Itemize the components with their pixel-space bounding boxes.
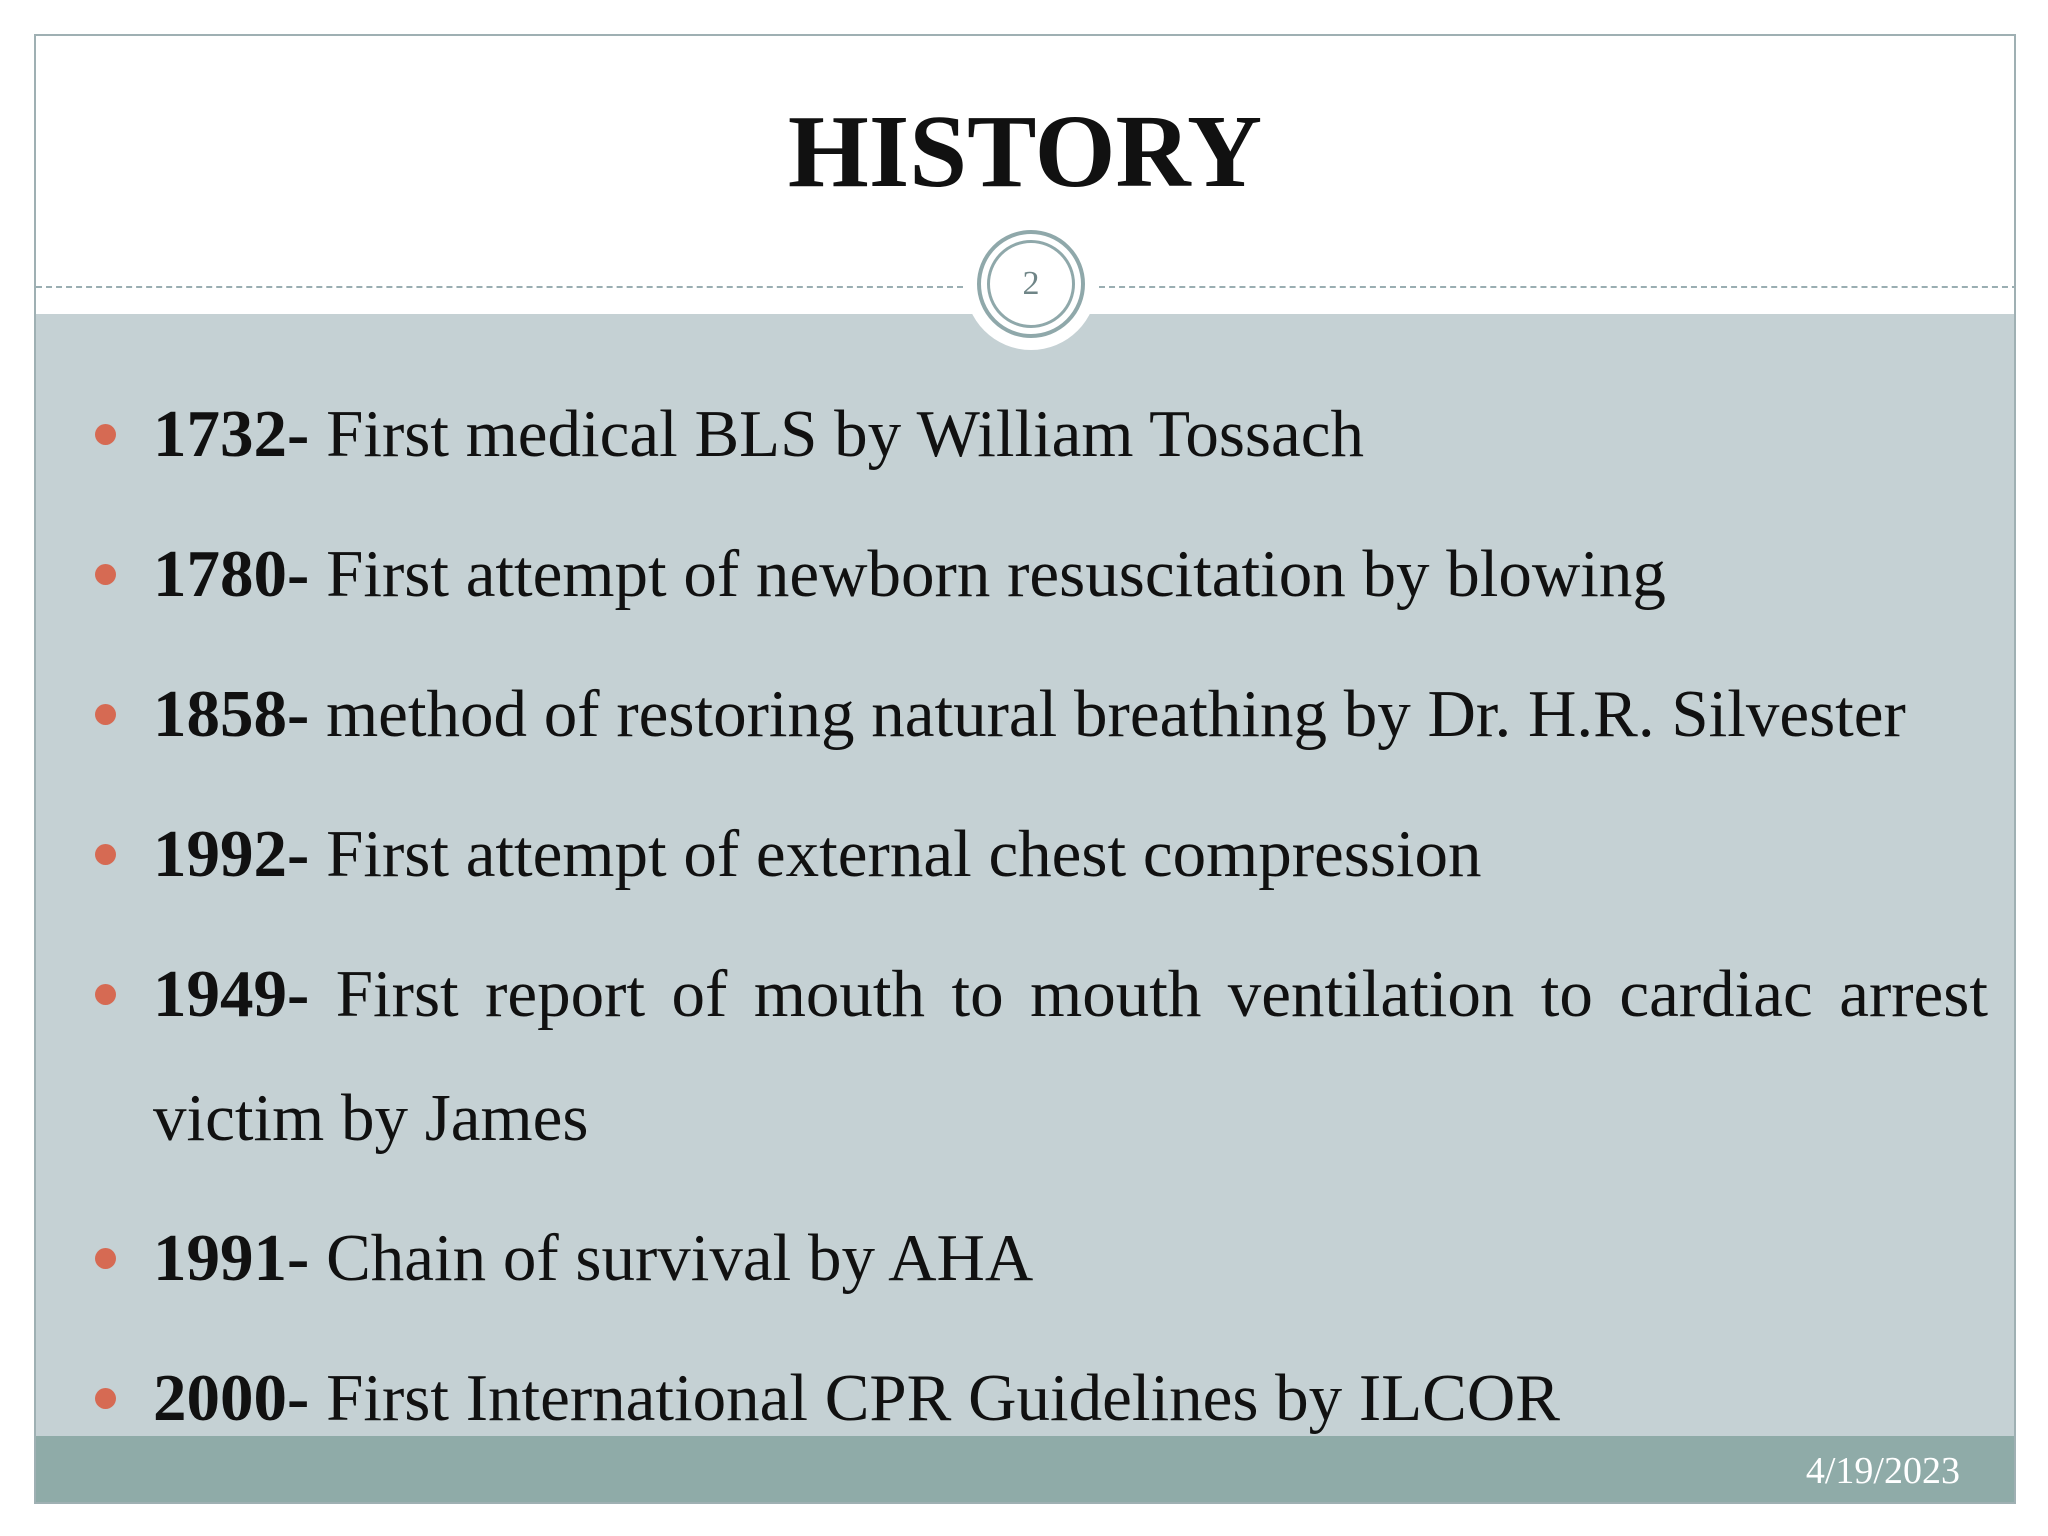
bullet-text: First attempt of external chest compression [309, 817, 1482, 891]
page-number-badge [977, 230, 1085, 338]
bullet-year: 1732- [153, 397, 310, 471]
bullet-text: First medical BLS by William Tossach [309, 397, 1364, 471]
bullet-dot-icon [95, 1388, 116, 1409]
history-bullet-list [36, 372, 2014, 1476]
bullet-dot-icon [95, 564, 116, 585]
bullet-item-1858 [36, 652, 1988, 776]
footer-band [36, 1436, 2014, 1504]
bullet-year: 2000- [153, 1361, 310, 1435]
bullet-year: 1780- [153, 537, 310, 611]
bullet-dot-icon [95, 424, 116, 445]
bullet-text: First attempt of newborn resuscitation by blowing [309, 537, 1666, 611]
bullet-year: 1949- [153, 957, 310, 1031]
title-divider-right [1099, 286, 2016, 288]
bullet-dot-icon [95, 704, 116, 725]
bullet-text: First International CPR Guidelines by ILCOR [309, 1361, 1560, 1435]
bullet-item-1732 [36, 372, 1988, 496]
bullet-text: method of restoring natural breathing by Dr. H.R. Silvester [309, 677, 1906, 751]
bullet-item-1949 [36, 932, 1988, 1180]
title-divider-left [36, 286, 963, 288]
bullet-item-1992 [36, 792, 1988, 916]
slide [34, 34, 2016, 1504]
bullet-text: Chain of survival by AHA [309, 1221, 1034, 1295]
slide-title: HISTORY [787, 94, 1263, 209]
bullet-dot-icon [95, 1248, 116, 1269]
bullet-item-1780 [36, 512, 1988, 636]
bullet-item-1991 [36, 1196, 1988, 1320]
footer-date: 4/19/2023 [1805, 1450, 1960, 1492]
bullet-dot-icon [95, 844, 116, 865]
page-number: 2 [987, 240, 1075, 328]
bullet-year: 1858- [153, 677, 310, 751]
bullet-text: First report of mouth to mouth ventilation to cardiac arrest victim by James [153, 957, 1988, 1155]
bullet-dot-icon [95, 984, 116, 1005]
bullet-year: 1992- [153, 817, 310, 891]
bullet-year: 1991- [153, 1221, 310, 1295]
